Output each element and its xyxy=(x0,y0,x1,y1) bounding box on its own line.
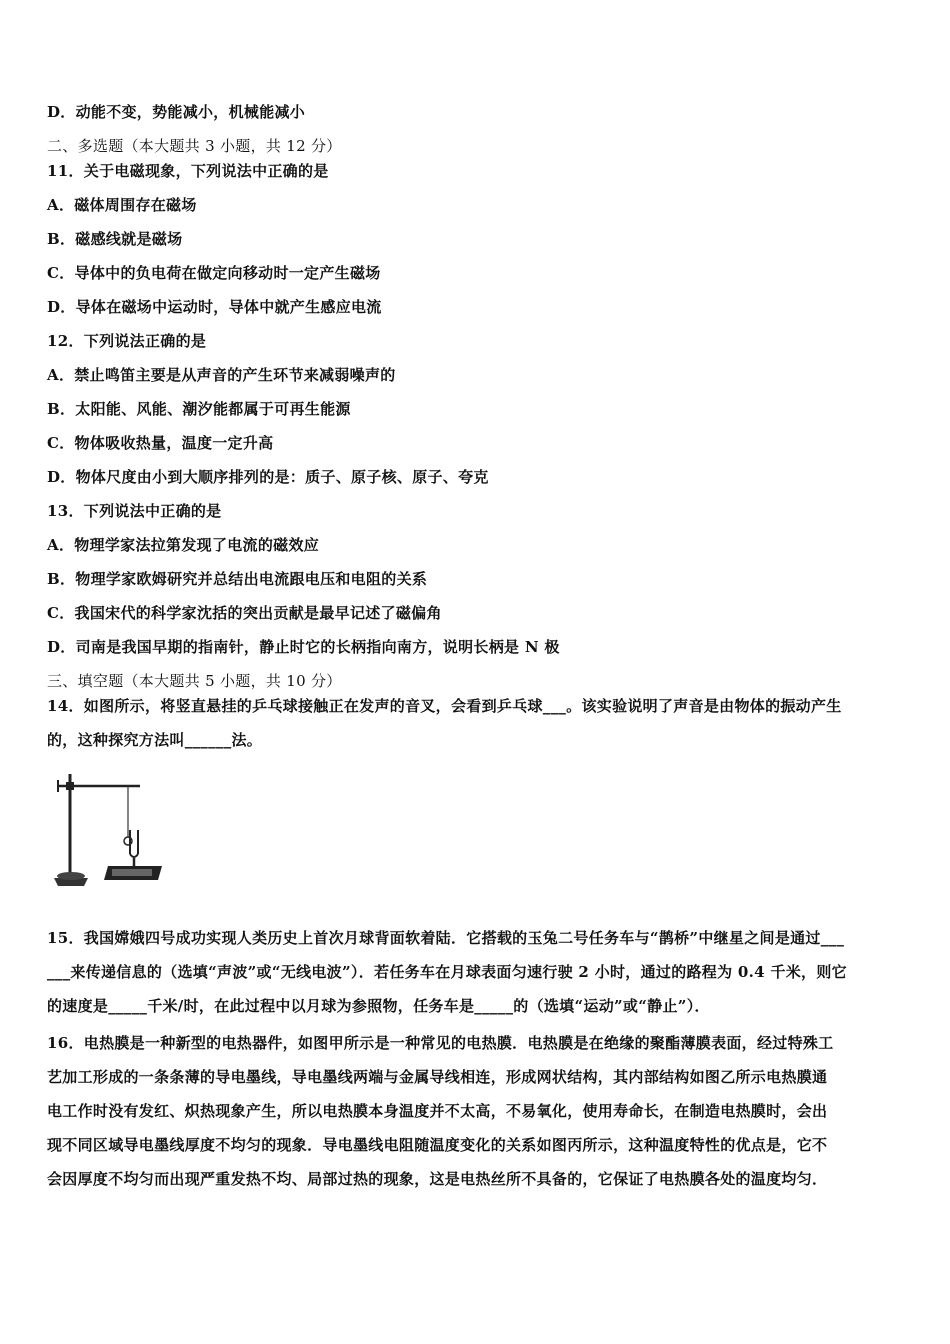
q16-line-4: 现不同区域导电墨线厚度不均匀的现象．导电墨线电阻随温度变化的关系如图丙所示，这种温度特性的优点是，它不 xyxy=(47,1136,828,1154)
section-multiple-choice-heading: 二、多选题（本大题共 3 小题，共 12 分） xyxy=(47,137,342,155)
q15-line-1: 15．我国嫦娥四号成功实现人类历史上首次月球背面软着陆．它搭载的玉兔二号任务车与“鹊桥”中继星之间是通过___ xyxy=(47,929,845,947)
section-fill-blank-heading: 三、填空题（本大题共 5 小题，共 10 分） xyxy=(47,672,342,690)
q13-option-d: D．司南是我国早期的指南针，静止时它的长柄指向南方，说明长柄是 N 极 xyxy=(47,638,560,656)
q12-option-a: A．禁止鸣笛主要是从声音的产生环节来减弱噪声的 xyxy=(47,366,396,384)
q11-option-d: D．导体在磁场中运动时，导体中就产生感应电流 xyxy=(47,298,382,316)
q14-line-1: 14．如图所示，将竖直悬挂的乒乓球接触正在发声的音叉，会看到乒乓球___。该实验说明了声音是由物体的振动产生 xyxy=(47,697,842,715)
tuning-fork-figure xyxy=(44,768,174,893)
q12-option-c: C．物体吸收热量，温度一定升高 xyxy=(47,434,274,452)
q16-line-2: 艺加工形成的一条条薄的导电墨线，导电墨线两端与金属导线相连，形成网状结构，其内部结构如图乙所示电热膜通 xyxy=(47,1068,828,1086)
q16-line-3: 电工作时没有发红、炽热现象产生，所以电热膜本身温度并不太高，不易氧化，使用寿命长，在制造电热膜时，会出 xyxy=(47,1102,828,1120)
q12-option-b: B．太阳能、风能、潮汐能都属于可再生能源 xyxy=(47,400,351,418)
q11-stem: 11．关于电磁现象，下列说法中正确的是 xyxy=(47,162,329,180)
q11-option-a: A．磁体周围存在磁场 xyxy=(47,196,197,214)
q15-text xyxy=(47,921,905,1023)
q10-option-d: D．动能不变，势能减小，机械能减小 xyxy=(47,103,306,121)
q15-line-2: ___来传递信息的（选填“声波”或“无线电波”）．若任务车在月球表面匀速行驶 2 小时，通过的路程为 0.4 千米，则它 xyxy=(47,963,847,981)
q15-line-3: 的速度是_____千米/时，在此过程中以月球为参照物，任务车是_____的（选填“运动”或“静止”）． xyxy=(47,997,710,1015)
q13-stem: 13．下列说法中正确的是 xyxy=(47,502,222,520)
q12-option-d: D．物体尺度由小到大顺序排列的是：质子、原子核、原子、夸克 xyxy=(47,468,489,486)
q11-option-b: B．磁感线就是磁场 xyxy=(47,230,183,248)
q12-stem: 12．下列说法正确的是 xyxy=(47,332,207,350)
q13-option-a: A．物理学家法拉第发现了电流的磁效应 xyxy=(47,536,320,554)
q16-text xyxy=(47,1026,905,1196)
q16-line-1: 16．电热膜是一种新型的电热器件，如图甲所示是一种常见的电热膜．电热膜是在绝缘的聚酯薄膜表面，经过特殊工 xyxy=(47,1034,834,1052)
q14-text xyxy=(47,689,905,757)
q11-option-c: C．导体中的负电荷在做定向移动时一定产生磁场 xyxy=(47,264,381,282)
q16-line-5: 会因厚度不均匀而出现严重发热不均、局部过热的现象，这是电热丝所不具备的，它保证了电热膜各处的温度均匀． xyxy=(47,1170,828,1188)
q13-option-c: C．我国宋代的科学家沈括的突出贡献是最早记述了磁偏角 xyxy=(47,604,442,622)
q14-line-2: 的，这种探究方法叫______法。 xyxy=(47,731,263,749)
q13-option-b: B．物理学家欧姆研究并总结出电流跟电压和电阻的关系 xyxy=(47,570,428,588)
